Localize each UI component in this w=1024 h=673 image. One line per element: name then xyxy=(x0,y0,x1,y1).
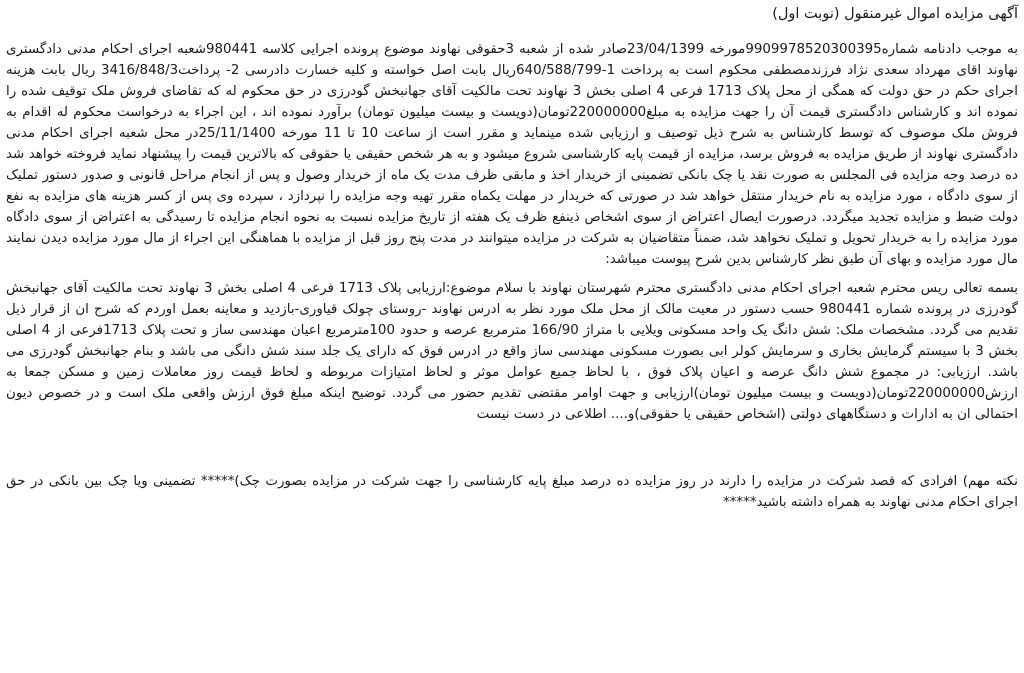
auction-notice-document xyxy=(6,4,1018,526)
notice-title: آگهی مزایده اموال غیرمنقول (نوبت اول) xyxy=(772,6,1018,22)
important-note: نکته مهم) افرادی که قصد شرکت در مزایده را دارند در روز مزایده ده درصد مبلغ پایه کارشناسی را جهت شرکت در مزایده بصورت چک)***** تضمینی ویا چک بین بانکی در حق اجرای احکام مدنی نهاوند به همراه داشته باشید***** xyxy=(6,474,1018,510)
expert-appraisal-paragraph: بسمه تعالی ریس محترم شعبه اجرای احکام مدنی دادگستری محترم شهرستان نهاوند با سلام موضوع:ارزیابی پلاک 1713 فرعی 4 اصلی بخش 3 نهاوند تحت مالکیت آقای جهانبخش گودرزی در پرونده شماره 980441 حسب دستور در معیت مالک از محل ملک مورد نظر به ادرس نهاوند -روستای چولک قیاوری-بازدید و معاینه بعمل اوردم که شرح ان از قرار ذیل تقدیم می گردد. مشخصات ملک: شش دانگ یک واحد مسکونی ویلایی با متراژ 166/90 مترمربع عرصه و حدود 100مترمربع اعیان مهندسی ساز و تحت پلاک 1713فرعی از 4 اصلی بخش 3 با سیستم گرمایش بخاری و سرمایش کولر ابی بصورت مسکونی مهندسی ساز واقع در ادرس فوق که دارای یک جلد سند شش دانگی می باشد و بنام جهانبخش گودرزی می باشد. ارزیابی: در مجموع شش دانگ عرصه و اعیان پلاک فوق ، با لحاظ جمیع عوامل موثر و لحاظ امتیازات مربوطه و لحاظ قیمت روز معاملات زمین و مسکن جمعا به ارزش220000000تومان(دویست و بیست میلیون تومان)ارزیابی و جهت اوامر مقتضی تقدیم حضور می گردد. توضیح اینکه مبلغ فوق ارزش واقعی ملک است و در خصوص دیون احتمالی ان به ادارات و دستگاههای دولتی (اشخاص حقیقی یا حقوقی)و.... اطلاعی در دست نیست xyxy=(6,281,1018,422)
court-order-paragraph: به موجب دادنامه شماره9909978520300395مورخه 23/04/1399صادر شده از شعبه 3حقوقی نهاوند موضوع پرونده اجرایی کلاسه 980441شعبه اجرای احکام مدنی دادگستری نهاوند اقای مهرداد سعدی نژاد فرزندمصطفی محکوم است به پرداخت 1-640/588/799ریال بابت اصل خواسته و کلیه خسارت دادرسی 2- پرداخت3416/848/3 ریال بابت هزینه اجرای حکم در حق دولت که همگی از محل پلاک 1713 فرعی 4 اصلی بخش 3 نهاوند تحت مالکیت آقای جهانبخش گودرزی در حق محکوم له که تقاضای فروش ملک توقیف شده را نموده اند و کارشناس دادگستری قیمت آن را جهت مزایده به مبلغ220000000تومان(دویست و بیست میلیون تومان) برآورد نموده اند ، این اجراء به درخواست محکوم له اقدام به فروش ملک موصوف که توسط کارشناس به شرح ذیل توصیف و ارزیابی شده مینماید و مقرر است از ساعت 10 تا 11 مورخه 25/11/1400در محل شعبه اجرای احکام مدنی دادگستری نهاوند از طریق مزایده به فروش برسد، مزایده از قیمت پایه کارشناسی شروع میشود و به هر شخص حقیقی یا حقوقی که بالاترین قیمت را پیشنهاد نماید فروخته خواهد شد ده درصد وجه مزایده فی المجلس به صورت نقد یا چک بانکی تضمینی از خریدار اخذ و مابقی ظرف مدت یک ماه از خریدار وصول و پس از انجام مراحل قانونی و صدور دستور تملیک از سوی دادگاه ، مورد مزایده به نام خریدار منتقل خواهد شد در صورتی که خریدار در مهلت یکماه مقرر تهیه وجه مزایده را نپردازد ، سپرده وی پس از کسر هزینه های مزایده به نفع دولت ضبط و مزایده تجدید میگردد. درصورت ایصال اعتراض از سوی اشخاص ذینفع ظرف یک هفته از تاریخ مزایده نسبت به نحوه انجام مزایده تا رسیدگی به اعتراض از سوی دادگاه مورد مزایده را به خریدار تحویل و تملیک نخواهد شد، ضمناً متقاضیان به شرکت در مزایده میتوانند در مدت پنج روز قبل از مزایده با هماهنگی این اجراء از مال مورد مزایده دیدن نمایند مال مورد مزایده و بهای آن طبق نظر کارشناس بدین شرح پیوست میباشد: xyxy=(6,42,1018,267)
